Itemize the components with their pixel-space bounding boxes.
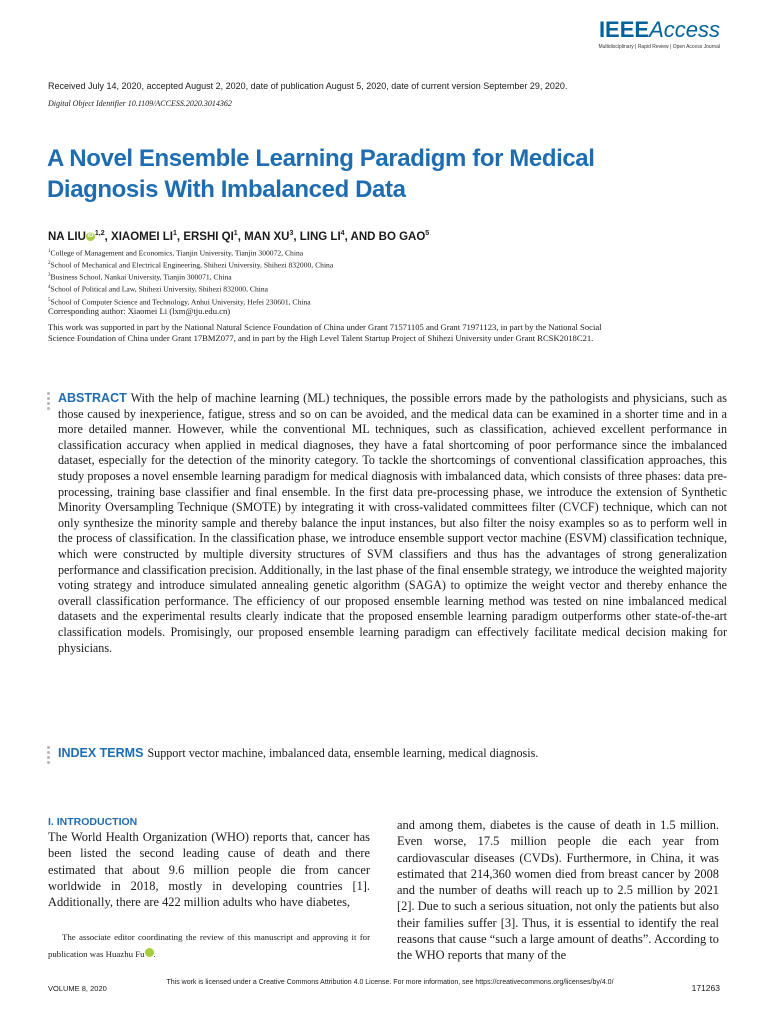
abstract bbox=[58, 391, 727, 656]
page-number: 171263 bbox=[691, 983, 720, 993]
abstract-label: ABSTRACT bbox=[58, 391, 127, 405]
author-name: LING LI bbox=[299, 230, 341, 243]
author-name: XIAOMEI LI bbox=[111, 230, 174, 243]
index-terms-label: INDEX TERMS bbox=[58, 746, 144, 760]
orcid-icon[interactable]: iD bbox=[145, 948, 154, 957]
index-terms bbox=[58, 745, 727, 761]
author-name: BO GAO bbox=[378, 230, 426, 243]
author-name: ERSHI QI bbox=[183, 230, 234, 243]
title-line-1: A Novel Ensemble Learning Paradigm for Medical bbox=[47, 145, 595, 172]
received-dates: Received July 14, 2020, accepted August 2, 2020, date of publication August 5, 2020, date of current version September 29, 2020. bbox=[48, 81, 568, 91]
author-list: NA LIU iD $^{1,2}$, XIAOMEI $LI^1$, ERSHI $QI^1$, MAN $XU^3$, LING $LI^4$, AND BO GAO$^5$ bbox=[48, 230, 430, 243]
index-terms-text: Support vector machine, imbalanced data, ensemble learning, medical diagnosis. bbox=[147, 746, 539, 760]
index-terms-marker bbox=[47, 746, 51, 766]
author-name: NA LIU bbox=[48, 230, 86, 243]
footer-volume: VOLUME 8, 2020 bbox=[48, 984, 107, 993]
author-affiliation-mark: 3 bbox=[289, 230, 294, 237]
footer-license: This work is licensed under a Creative Commons Attribution 4.0 License. For more information, see https://creativecommons.org/licenses/by/4.0/ bbox=[166, 979, 614, 986]
author-affiliation-mark: 1,2 bbox=[94, 230, 105, 237]
left-column bbox=[48, 815, 370, 910]
intro-paragraph-left: The World Health Organization (WHO) reports that, cancer has been listed the second leading cause of death and there estimated that about 9.6 million people die from cancer worldwide in 2018, mostly in developing countries [1]. Additionally, there are 422 million adults who have diabetes, bbox=[48, 830, 370, 910]
affiliation-item: $^5$School of Computer Science and Technology, Anhui University, Hefei 230601, China bbox=[48, 297, 311, 307]
affiliation-item: $^3$Business School, Nankai University, Tianjin 300071, China bbox=[48, 272, 232, 282]
journal-tagline: Multidisciplinary | Rapid Review | Open Access Journal bbox=[598, 44, 720, 50]
doi: Digital Object Identifier 10.1109/ACCESS.2020.3014362 bbox=[48, 99, 232, 108]
intro-paragraph-right: and among them, diabetes is the cause of death in 1.5 million. Even worse, 17.5 million people die each year from cardiovascular diseases (CVDs). Furthermore, in China, it was estimated that 214,360 women died from breast cancer by 2008 and the number of deaths will reach up to 2.5 million by 2021 [2]. Due to such a serious situation, not only the patients but also their families suffer [3]. Thus, it is essential to identify the real reasons that cause “such a large amount of deaths”. According to the WHO reports that many of the bbox=[397, 818, 719, 963]
author-affiliation-mark: 1 bbox=[173, 230, 177, 237]
funding-statement: This work was supported in part by the National Natural Science Foundation of China under Grant 71571105 and Grant 71971123, in part by the National Social Science Foundation of China under Grant 17BMZ077, and in part by the High Level Talent Startup Project of Shihezi University under Grant RCSK2018C21. bbox=[48, 322, 602, 343]
affiliations bbox=[48, 247, 728, 308]
author-name: MAN XU bbox=[244, 230, 290, 243]
paper-title bbox=[47, 143, 727, 205]
affiliation-item: $^2$School of Mechanical and Electrical Engineering, Shihezi University, Shihezi 832000, China bbox=[48, 260, 334, 270]
affiliation-item: $^4$School of Political and Law, Shihezi University, Shihezi 832000, China bbox=[48, 284, 269, 294]
corresponding-author: Corresponding author: Xiaomei Li (lxm@tju.edu.cn) bbox=[48, 306, 231, 316]
journal-logo: IEEEAccess bbox=[598, 17, 720, 42]
author-affiliation-mark: 5 bbox=[425, 230, 430, 237]
abstract-marker bbox=[47, 392, 51, 412]
orcid-icon[interactable]: iD bbox=[87, 232, 94, 239]
title-line-2: Diagnosis With Imbalanced Data bbox=[47, 176, 406, 203]
abstract-text: With the help of machine learning (ML) techniques, the possible errors made by the pathologists and physicians, such as those caused by inexperience, fatigue, stress and so on can be avoided, and the medical data can be examined in a shorter time and in a more detailed manner. However, while the conventional ML techniques, such as classification, achieved excellent performance in classification accuracy when applied in medical diagnoses, they have a fatal shortcoming of poor performance since the imbalanced dataset, especially for the detection of the minority category. To tackle the shortcomings of conventional classification approaches, this study proposes a novel ensemble learning paradigm for medical diagnosis with imbalanced data, which consists of three phases: data pre-processing, training base classifier and final ensemble. In the first data pre-processing phase, we introduce the extension of Synthetic Minority Oversampling Technique (SMOTE) by integrating it with cross-validated committees filter (CVCF) technique, which can not only synthesize the minority sample and thereby balance the input instances, but also filter the noisy examples so as to perform well in the process of classification. In the classification phase, we introduce ensemble support vector machine (ESVM) classification technique, which were constructed by multiple diversity structures of SVM classifiers and thus has the advantages of strong generalization performance and classification precision. Additionally, in the last phase of the final ensemble strategy, we introduce the weighted majority voting strategy and introduce simulated annealing genetic algorithm (SAGA) to optimize the weight vector and thereby enhance the overall classification performance. The efficiency of our proposed ensemble learning method was tested on nine imbalanced medical datasets and the experimental results clearly indicate that the proposed ensemble learning paradigm outperforms other state-of-the-art classification models. Promisingly, our proposed ensemble learning paradigm can effectively facilitate medical decision making for physicians. bbox=[58, 391, 727, 655]
affiliation-item: $^1$College of Management and Economics, Tianjin University, Tianjin 300072, China bbox=[48, 248, 304, 258]
author-affiliation-mark: 1 bbox=[233, 230, 238, 237]
editor-footnote: The associate editor coordinating the review of this manuscript and approving it for publication was Huazhu Fu iD. bbox=[48, 932, 370, 959]
section-heading: I. INTRODUCTION bbox=[48, 816, 138, 828]
author-affiliation-mark: 4 bbox=[340, 230, 345, 237]
journal-brand bbox=[560, 18, 720, 50]
